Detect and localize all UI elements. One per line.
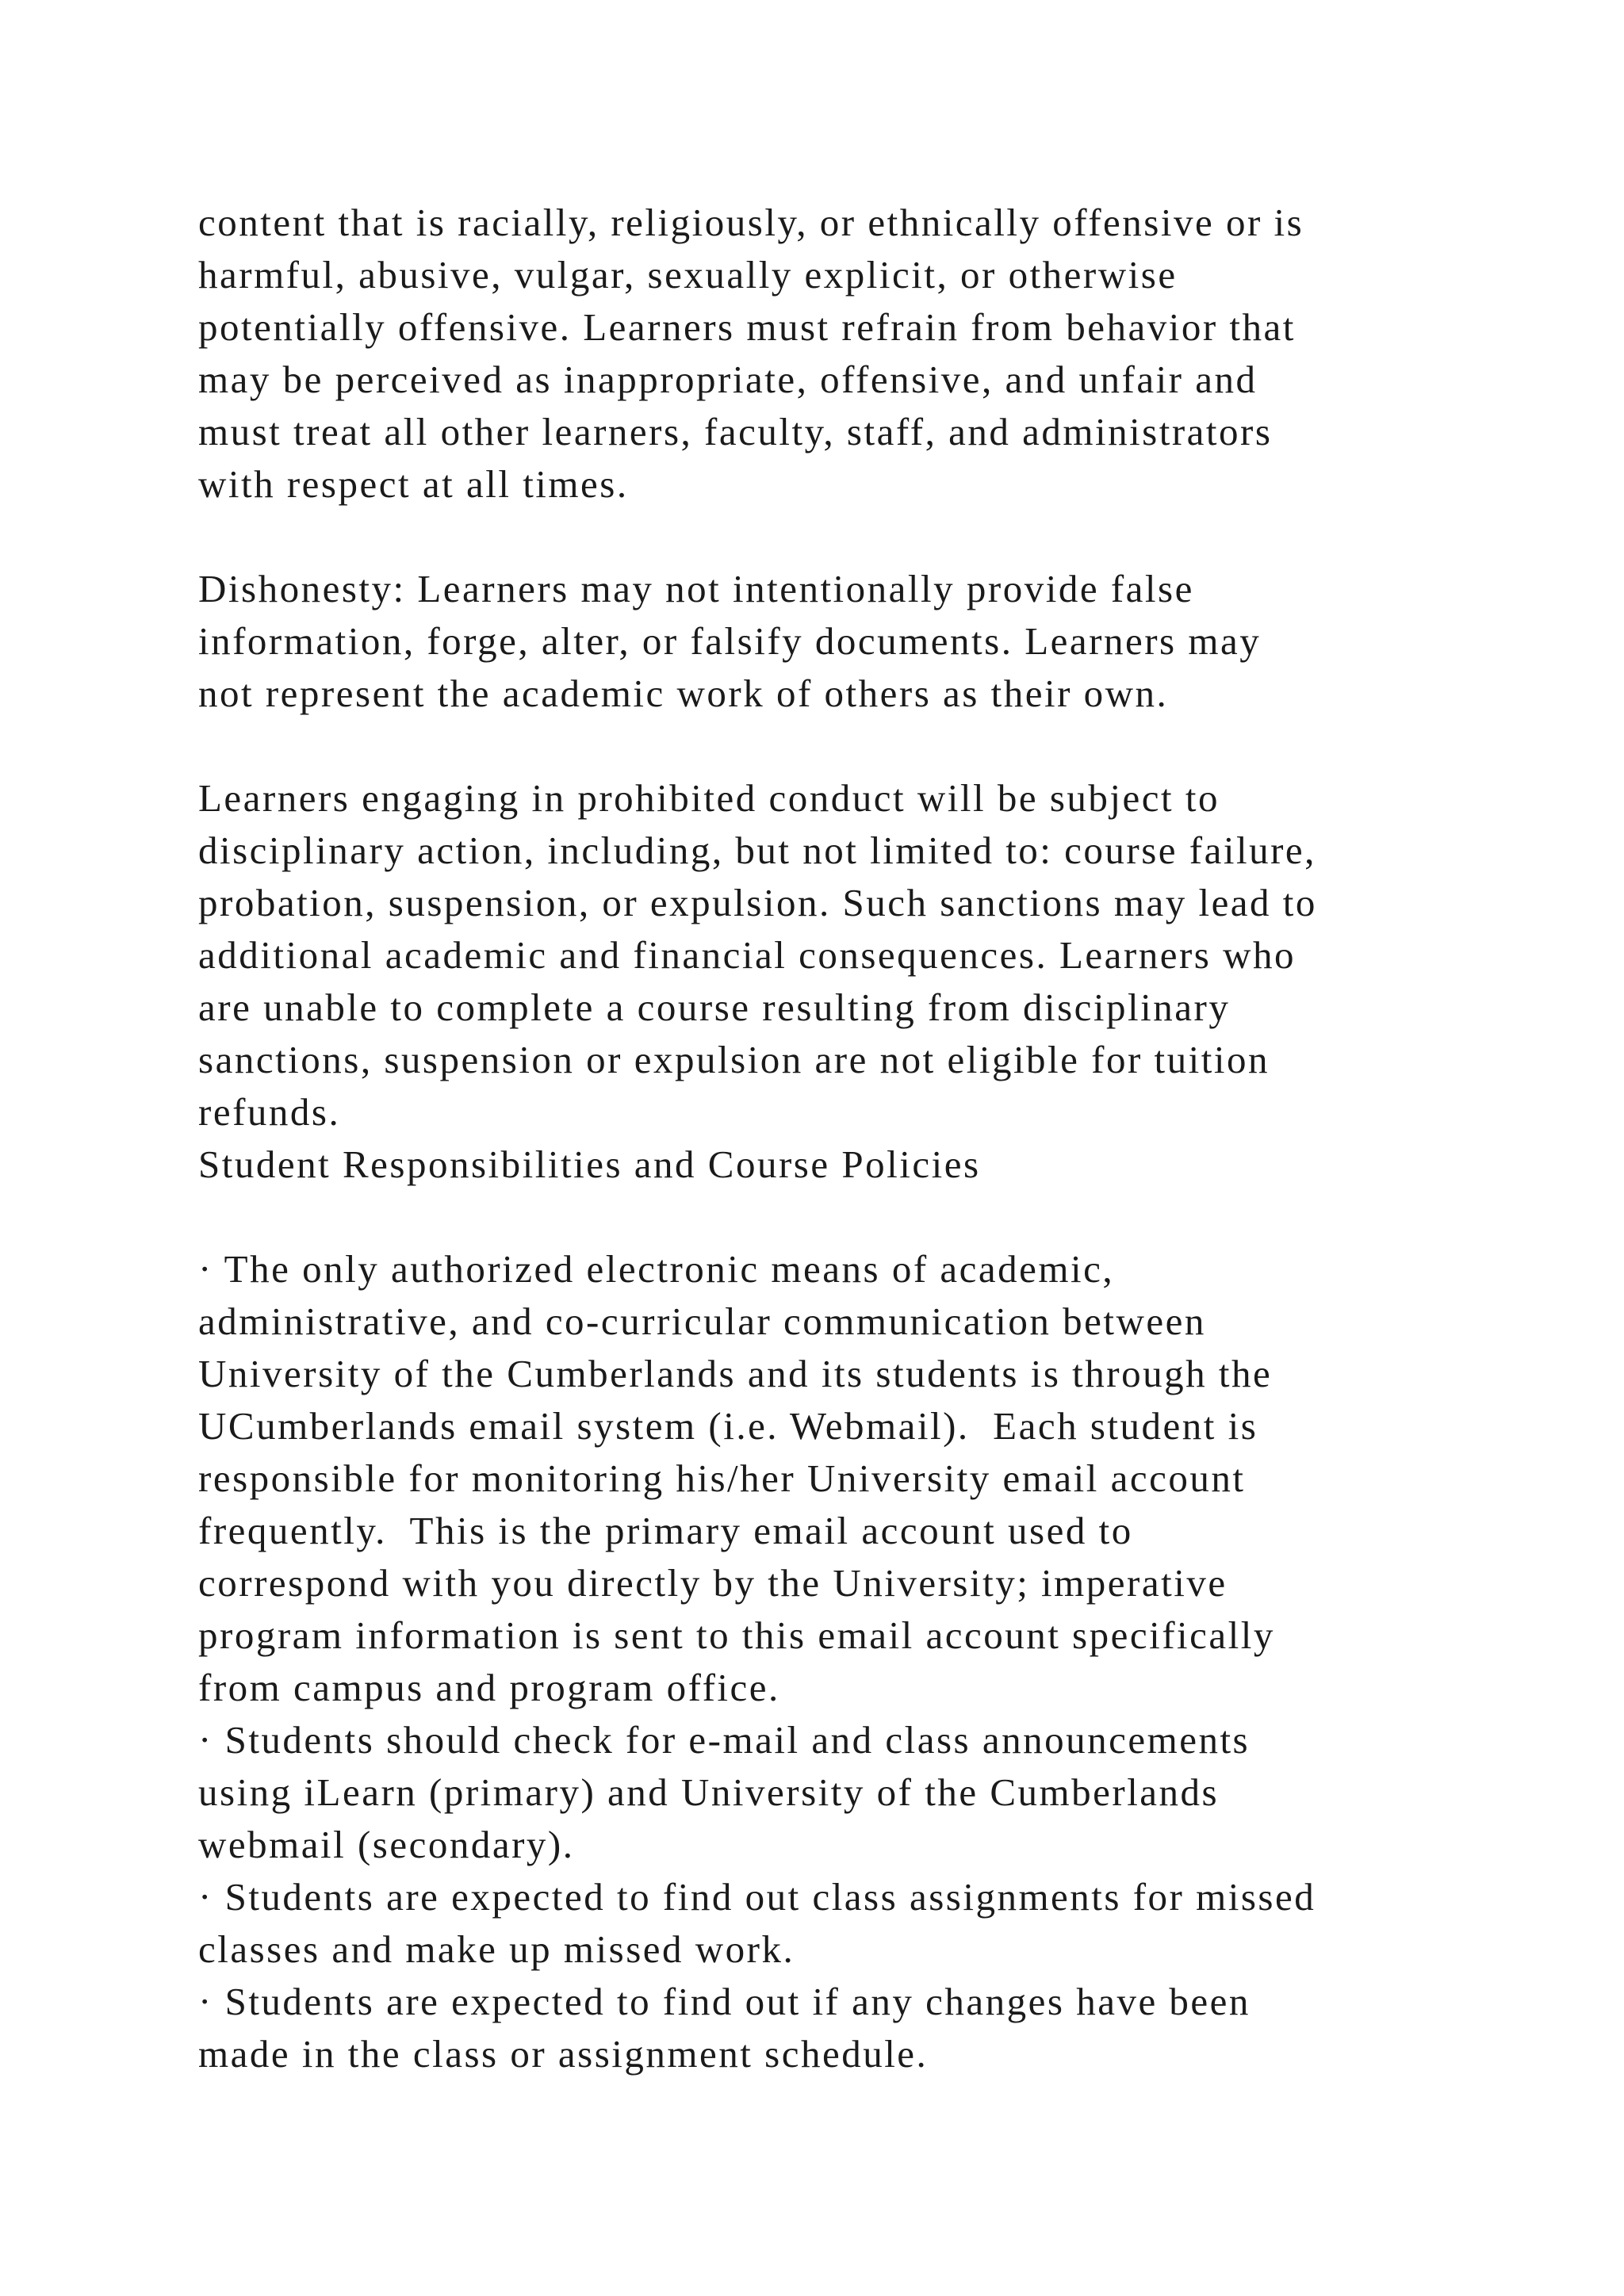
paragraph-conduct bbox=[198, 197, 1546, 511]
text-line: Dishonesty: Learners may not intentionally provide false bbox=[198, 567, 1194, 610]
text-line: information, forge, alter, or falsify documents. Learners may bbox=[198, 619, 1262, 663]
text-line: · Students should check for e-mail and class announcements bbox=[198, 1718, 1251, 1762]
document-body bbox=[198, 197, 1546, 2080]
text-line: content that is racially, religiously, or ethnically offensive or is bbox=[198, 201, 1304, 244]
paragraph-dishonesty bbox=[198, 563, 1546, 720]
text-line: program information is sent to this email account specifically bbox=[198, 1613, 1275, 1657]
bullet-email bbox=[198, 1243, 1546, 1714]
bullet-schedule-changes bbox=[198, 1976, 1546, 2080]
text-line: administrative, and co-curricular communication between bbox=[198, 1299, 1206, 1343]
text-line: webmail (secondary). bbox=[198, 1823, 575, 1866]
text-line: using iLearn (primary) and University of the Cumberlands bbox=[198, 1770, 1220, 1814]
text-line: sanctions, suspension or expulsion are not eligible for tuition bbox=[198, 1038, 1270, 1081]
text-line: may be perceived as inappropriate, offensive, and unfair and bbox=[198, 358, 1258, 401]
text-line: Learners engaging in prohibited conduct will be subject to bbox=[198, 776, 1220, 820]
text-line: refunds. bbox=[198, 1090, 341, 1134]
paragraph-spacer bbox=[198, 1191, 1546, 1243]
text-line: made in the class or assignment schedule. bbox=[198, 2032, 929, 2076]
text-line: University of the Cumberlands and its students is through the bbox=[198, 1352, 1273, 1395]
text-line: UCumberlands email system (i.e. Webmail). Each student is bbox=[198, 1404, 1258, 1448]
text-line: harmful, abusive, vulgar, sexually explicit, or otherwise bbox=[198, 253, 1178, 297]
text-line: correspond with you directly by the University; imperative bbox=[198, 1561, 1228, 1605]
text-line: not represent the academic work of others as their own. bbox=[198, 672, 1169, 715]
text-line: are unable to complete a course resulting from disciplinary bbox=[198, 985, 1231, 1029]
text-line: classes and make up missed work. bbox=[198, 1927, 795, 1971]
text-line: · Students are expected to find out class assignments for missed bbox=[198, 1875, 1316, 1919]
bullet-announcements bbox=[198, 1714, 1546, 1871]
text-line: · The only authorized electronic means of academic, bbox=[198, 1247, 1115, 1291]
bullet-missed-work bbox=[198, 1871, 1546, 1976]
text-line: responsible for monitoring his/her University email account bbox=[198, 1456, 1246, 1500]
text-line: with respect at all times. bbox=[198, 462, 629, 506]
text-line: potentially offensive. Learners must refrain from behavior that bbox=[198, 305, 1296, 349]
paragraph-sanctions bbox=[198, 772, 1546, 1138]
paragraph-spacer bbox=[198, 511, 1546, 563]
paragraph-spacer bbox=[198, 720, 1546, 772]
text-line: from campus and program office. bbox=[198, 1666, 780, 1709]
text-line: disciplinary action, including, but not limited to: course failure, bbox=[198, 828, 1316, 872]
section-heading: Student Responsibilities and Course Policies bbox=[198, 1142, 981, 1186]
text-line: frequently. This is the primary email account used to bbox=[198, 1509, 1133, 1552]
text-line: probation, suspension, or expulsion. Such sanctions may lead to bbox=[198, 881, 1317, 924]
text-line: additional academic and financial consequences. Learners who bbox=[198, 933, 1296, 977]
text-line: must treat all other learners, faculty, staff, and administrators bbox=[198, 410, 1273, 453]
text-line: · Students are expected to find out if any changes have been bbox=[198, 1980, 1251, 2023]
